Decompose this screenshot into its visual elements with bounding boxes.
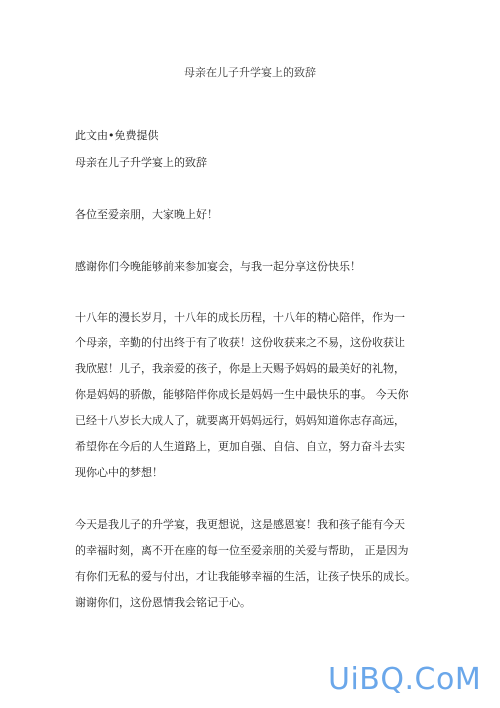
- paragraph-1-line: 已经十八岁长大成人了，就要离开妈妈远行，妈妈知道你志存高远，: [75, 414, 405, 427]
- paragraph-1-line: 希望你在今后的人生道路上，更加自强、自信、自立，努力奋斗去实: [75, 440, 405, 453]
- paragraph-2-line: 的幸福时刻，离不开在座的每一位至爱亲朋的关爱与帮助， 正是因为: [75, 544, 409, 557]
- watermark-logo: UiBQ.CoM: [328, 662, 482, 697]
- greeting-line: 各位至爱亲朋，大家晚上好！: [75, 208, 218, 221]
- document-subtitle: 母亲在儿子升学宴上的致辞: [75, 156, 207, 169]
- paragraph-1-line: 个母亲，辛勤的付出终于有了收获！这份收获来之不易，这份收获让: [75, 336, 405, 349]
- source-line: 此文由•免费提供: [75, 129, 159, 142]
- paragraph-1-line: 十八年的漫长岁月，十八年的成长历程，十八年的精心陪伴，作为一: [75, 311, 405, 324]
- document-title: 母亲在儿子升学宴上的致辞: [184, 66, 316, 79]
- paragraph-1-line: 现你心中的梦想！: [75, 466, 163, 479]
- paragraph-1-line: 你是妈妈的骄傲，能够陪伴你成长是妈妈一生中最快乐的事。 今天你: [75, 388, 409, 401]
- thanks-line: 感谢你们今晚能够前来参加宴会，与我一起分享这份快乐！: [75, 260, 361, 273]
- paragraph-2-line: 有你们无私的爱与付出，才让我能够幸福的生活，让孩子快乐的成长。: [75, 570, 416, 583]
- paragraph-2-line: 谢谢你们，这份恩情我会铭记于心。: [75, 596, 251, 609]
- paragraph-2-line: 今天是我儿子的升学宴，我更想说，这是感恩宴！我和孩子能有今天: [75, 518, 405, 531]
- paragraph-1-line: 我欣慰！儿子，我亲爱的孩子，你是上天赐予妈妈的最美好的礼物，: [75, 362, 405, 375]
